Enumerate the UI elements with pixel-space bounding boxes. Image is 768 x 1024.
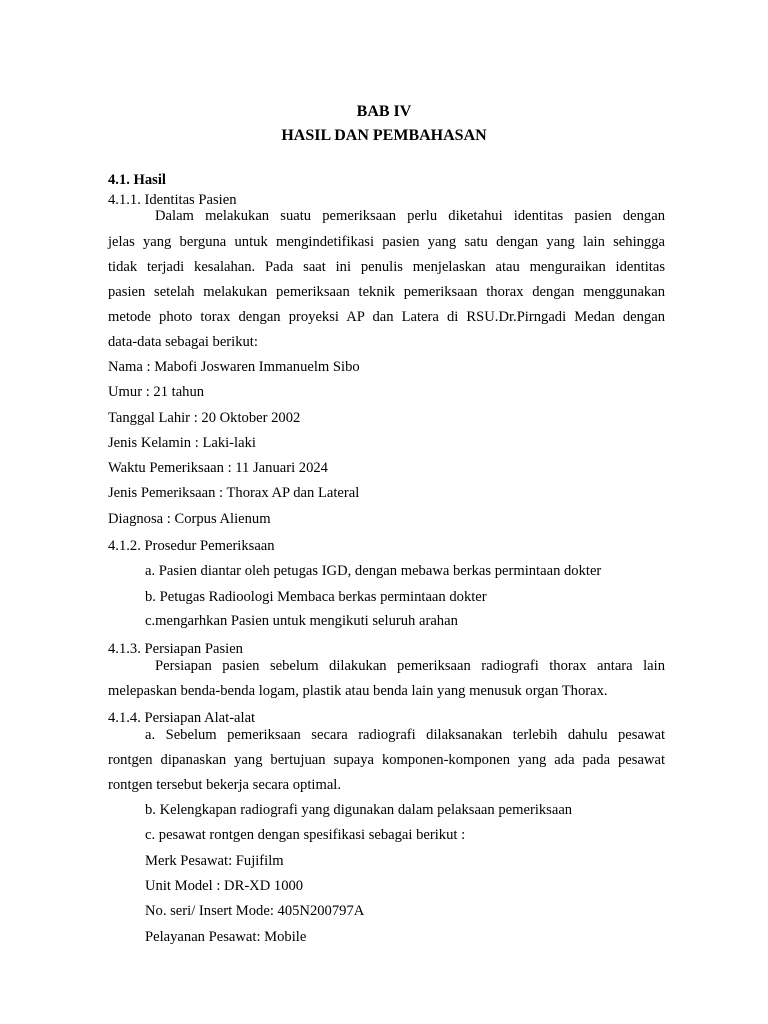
chapter-title: HASIL DAN PEMBAHASAN: [281, 127, 487, 144]
equipment-item: c. pesawat rontgen dengan spesifikasi sebagai berikut :: [145, 827, 466, 843]
paragraph-line: data-data sebagai berikut:: [108, 334, 258, 350]
patient-age: Umur : 21 tahun: [108, 384, 205, 400]
paragraph-line: a. Sebelum pemeriksaan secara radiografi dilaksanakan terlebih dahulu pesawat: [145, 727, 665, 743]
equipment-item: b. Kelengkapan radiografi yang digunakan dalam pelaksaan pemeriksaan: [145, 802, 573, 818]
spec-model: Unit Model : DR-XD 1000: [145, 878, 304, 894]
paragraph-line: rontgen dipanaskan yang bertujuan supaya komponen-komponen yang ada pada pesawat: [108, 752, 665, 768]
spec-serial: No. seri/ Insert Mode: 405N200797A: [145, 903, 365, 919]
subsection-4-1-2-title: 4.1.2. Prosedur Pemeriksaan: [108, 538, 275, 554]
section-4-1-title: 4.1. Hasil: [108, 172, 166, 188]
procedure-item: b. Petugas Radioologi Membaca berkas permintaan dokter: [145, 589, 487, 605]
chapter-heading: BAB IV: [356, 103, 412, 120]
paragraph-line: melepaskan benda-benda logam, plastik atau benda lain yang menusuk organ Thorax.: [108, 683, 608, 699]
paragraph-line: metode photo torax dengan proyeksi AP dan Latera di RSU.Dr.Pirngadi Medan dengan: [108, 309, 665, 325]
spec-service: Pelayanan Pesawat: Mobile: [145, 929, 307, 945]
paragraph-line: tidak terjadi kesalahan. Pada saat ini penulis menjelaskan atau menguraikan identitas: [108, 259, 665, 275]
paragraph-line: jelas yang berguna untuk mengindetifikasi pasien yang satu dengan yang lain sehingga: [108, 234, 665, 250]
procedure-item: c.mengarhkan Pasien untuk mengikuti seluruh arahan: [145, 613, 458, 629]
subsection-4-1-3-title: 4.1.3. Persiapan Pasien: [108, 641, 243, 657]
spec-brand: Merk Pesawat: Fujifilm: [145, 853, 284, 869]
paragraph-line: Dalam melakukan suatu pemeriksaan perlu diketahui identitas pasien dengan: [155, 208, 665, 224]
diagnosis: Diagnosa : Corpus Alienum: [108, 511, 271, 527]
patient-name: Nama : Mabofi Joswaren Immanuelm Sibo: [108, 359, 360, 375]
exam-time: Waktu Pemeriksaan : 11 Januari 2024: [108, 460, 328, 476]
subsection-4-1-1-title: 4.1.1. Identitas Pasien: [108, 192, 237, 208]
exam-type: Jenis Pemeriksaan : Thorax AP dan Lateral: [108, 485, 360, 501]
paragraph-line: rontgen tersebut bekerja secara optimal.: [108, 777, 341, 793]
paragraph-line: pasien setelah melakukan pemeriksaan teknik pemeriksaan thorax dengan menggunakan: [108, 284, 665, 300]
patient-gender: Jenis Kelamin : Laki-laki: [108, 435, 256, 451]
patient-birthdate: Tanggal Lahir : 20 Oktober 2002: [108, 410, 301, 426]
subsection-4-1-4-title: 4.1.4. Persiapan Alat-alat: [108, 710, 256, 726]
paragraph-line: Persiapan pasien sebelum dilakukan pemeriksaan radiografi thorax antara lain: [155, 658, 665, 674]
procedure-item: a. Pasien diantar oleh petugas IGD, dengan mebawa berkas permintaan dokter: [145, 563, 602, 579]
